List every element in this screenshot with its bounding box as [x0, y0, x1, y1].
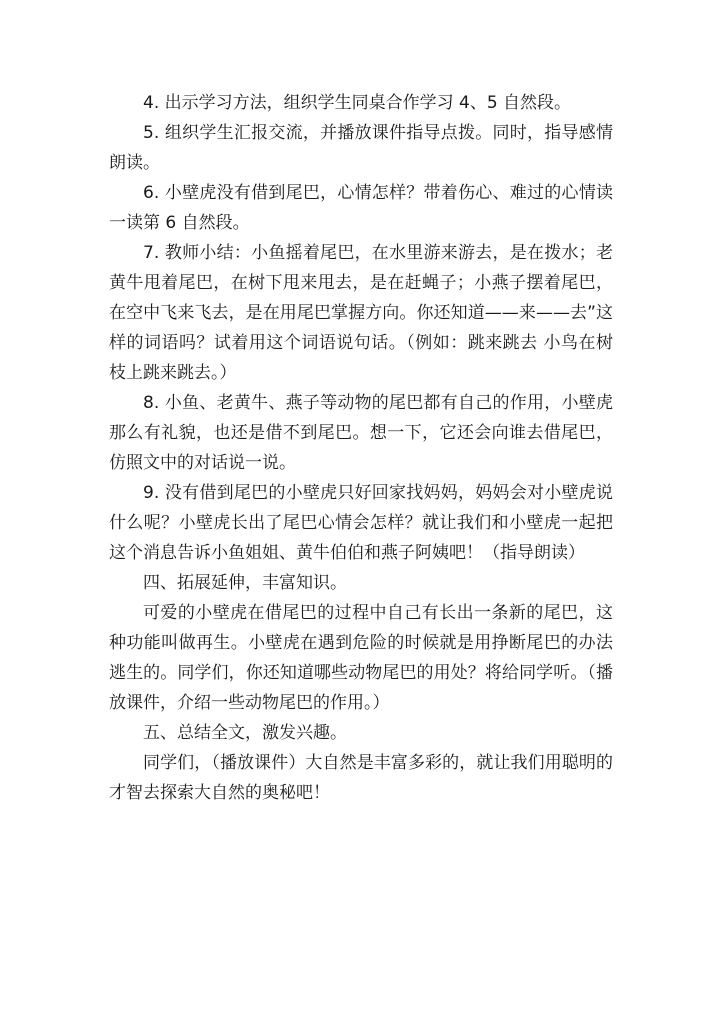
section-heading-4: 四、拓展延伸，丰富知识。 — [143, 573, 347, 593]
paragraph-step-6: 6. 小壁虎没有借到尾巴，心情怎样？带着伤心、难过的心情读一读第 6 自然段。 — [109, 183, 613, 233]
paragraph-step-4: 4. 出示学习方法，组织学生同桌合作学习 4、5 自然段。 — [143, 93, 572, 113]
paragraph-step-9: 9. 没有借到尾巴的小壁虎只好回家找妈妈，妈妈会对小壁虎说什么呢？小壁虎长出了尾巴心情会怎样？就让我们和小壁虎一起把这个消息告诉小鱼姐姐、黄牛伯伯和燕子阿姨吧！（指导朗读） — [109, 483, 613, 563]
document-body — [109, 88, 613, 808]
paragraph-conclusion: 同学们，（播放课件）大自然是丰富多彩的，就让我们用聪明的才智去探索大自然的奥秘吧！ — [109, 753, 613, 803]
paragraph-regeneration: 可爱的小壁虎在借尾巴的过程中自己有长出一条新的尾巴，这种功能叫做再生。小壁虎在遇到危险的时候就是用挣断尾巴的办法逃生的。同学们，你还知道哪些动物尾巴的用处？将给同学听。（播放课件，介绍一些动物尾巴的作用。） — [109, 603, 613, 713]
paragraph-step-8: 8. 小鱼、老黄牛、燕子等动物的尾巴都有自己的作用，小壁虎那么有礼貌，也还是借不到尾巴。想一下，它还会向谁去借尾巴，仿照文中的对话说一说。 — [109, 393, 613, 473]
paragraph-step-7: 7. 教师小结：小鱼摇着尾巴，在水里游来游去，是在拨水；老黄牛甩着尾巴，在树下甩来甩去，是在赶蝇子；小燕子摆着尾巴，在空中飞来飞去，是在用尾巴掌握方向。你还知道——来——去”这样的词语吗？试着用这个词语说句话。（例如：跳来跳去 小鸟在树枝上跳来跳去。） — [109, 243, 613, 383]
paragraph-step-5: 5. 组织学生汇报交流，并播放课件指导点拨。同时，指导感情朗读。 — [109, 123, 613, 173]
section-heading-5: 五、总结全文，激发兴趣。 — [143, 723, 347, 743]
